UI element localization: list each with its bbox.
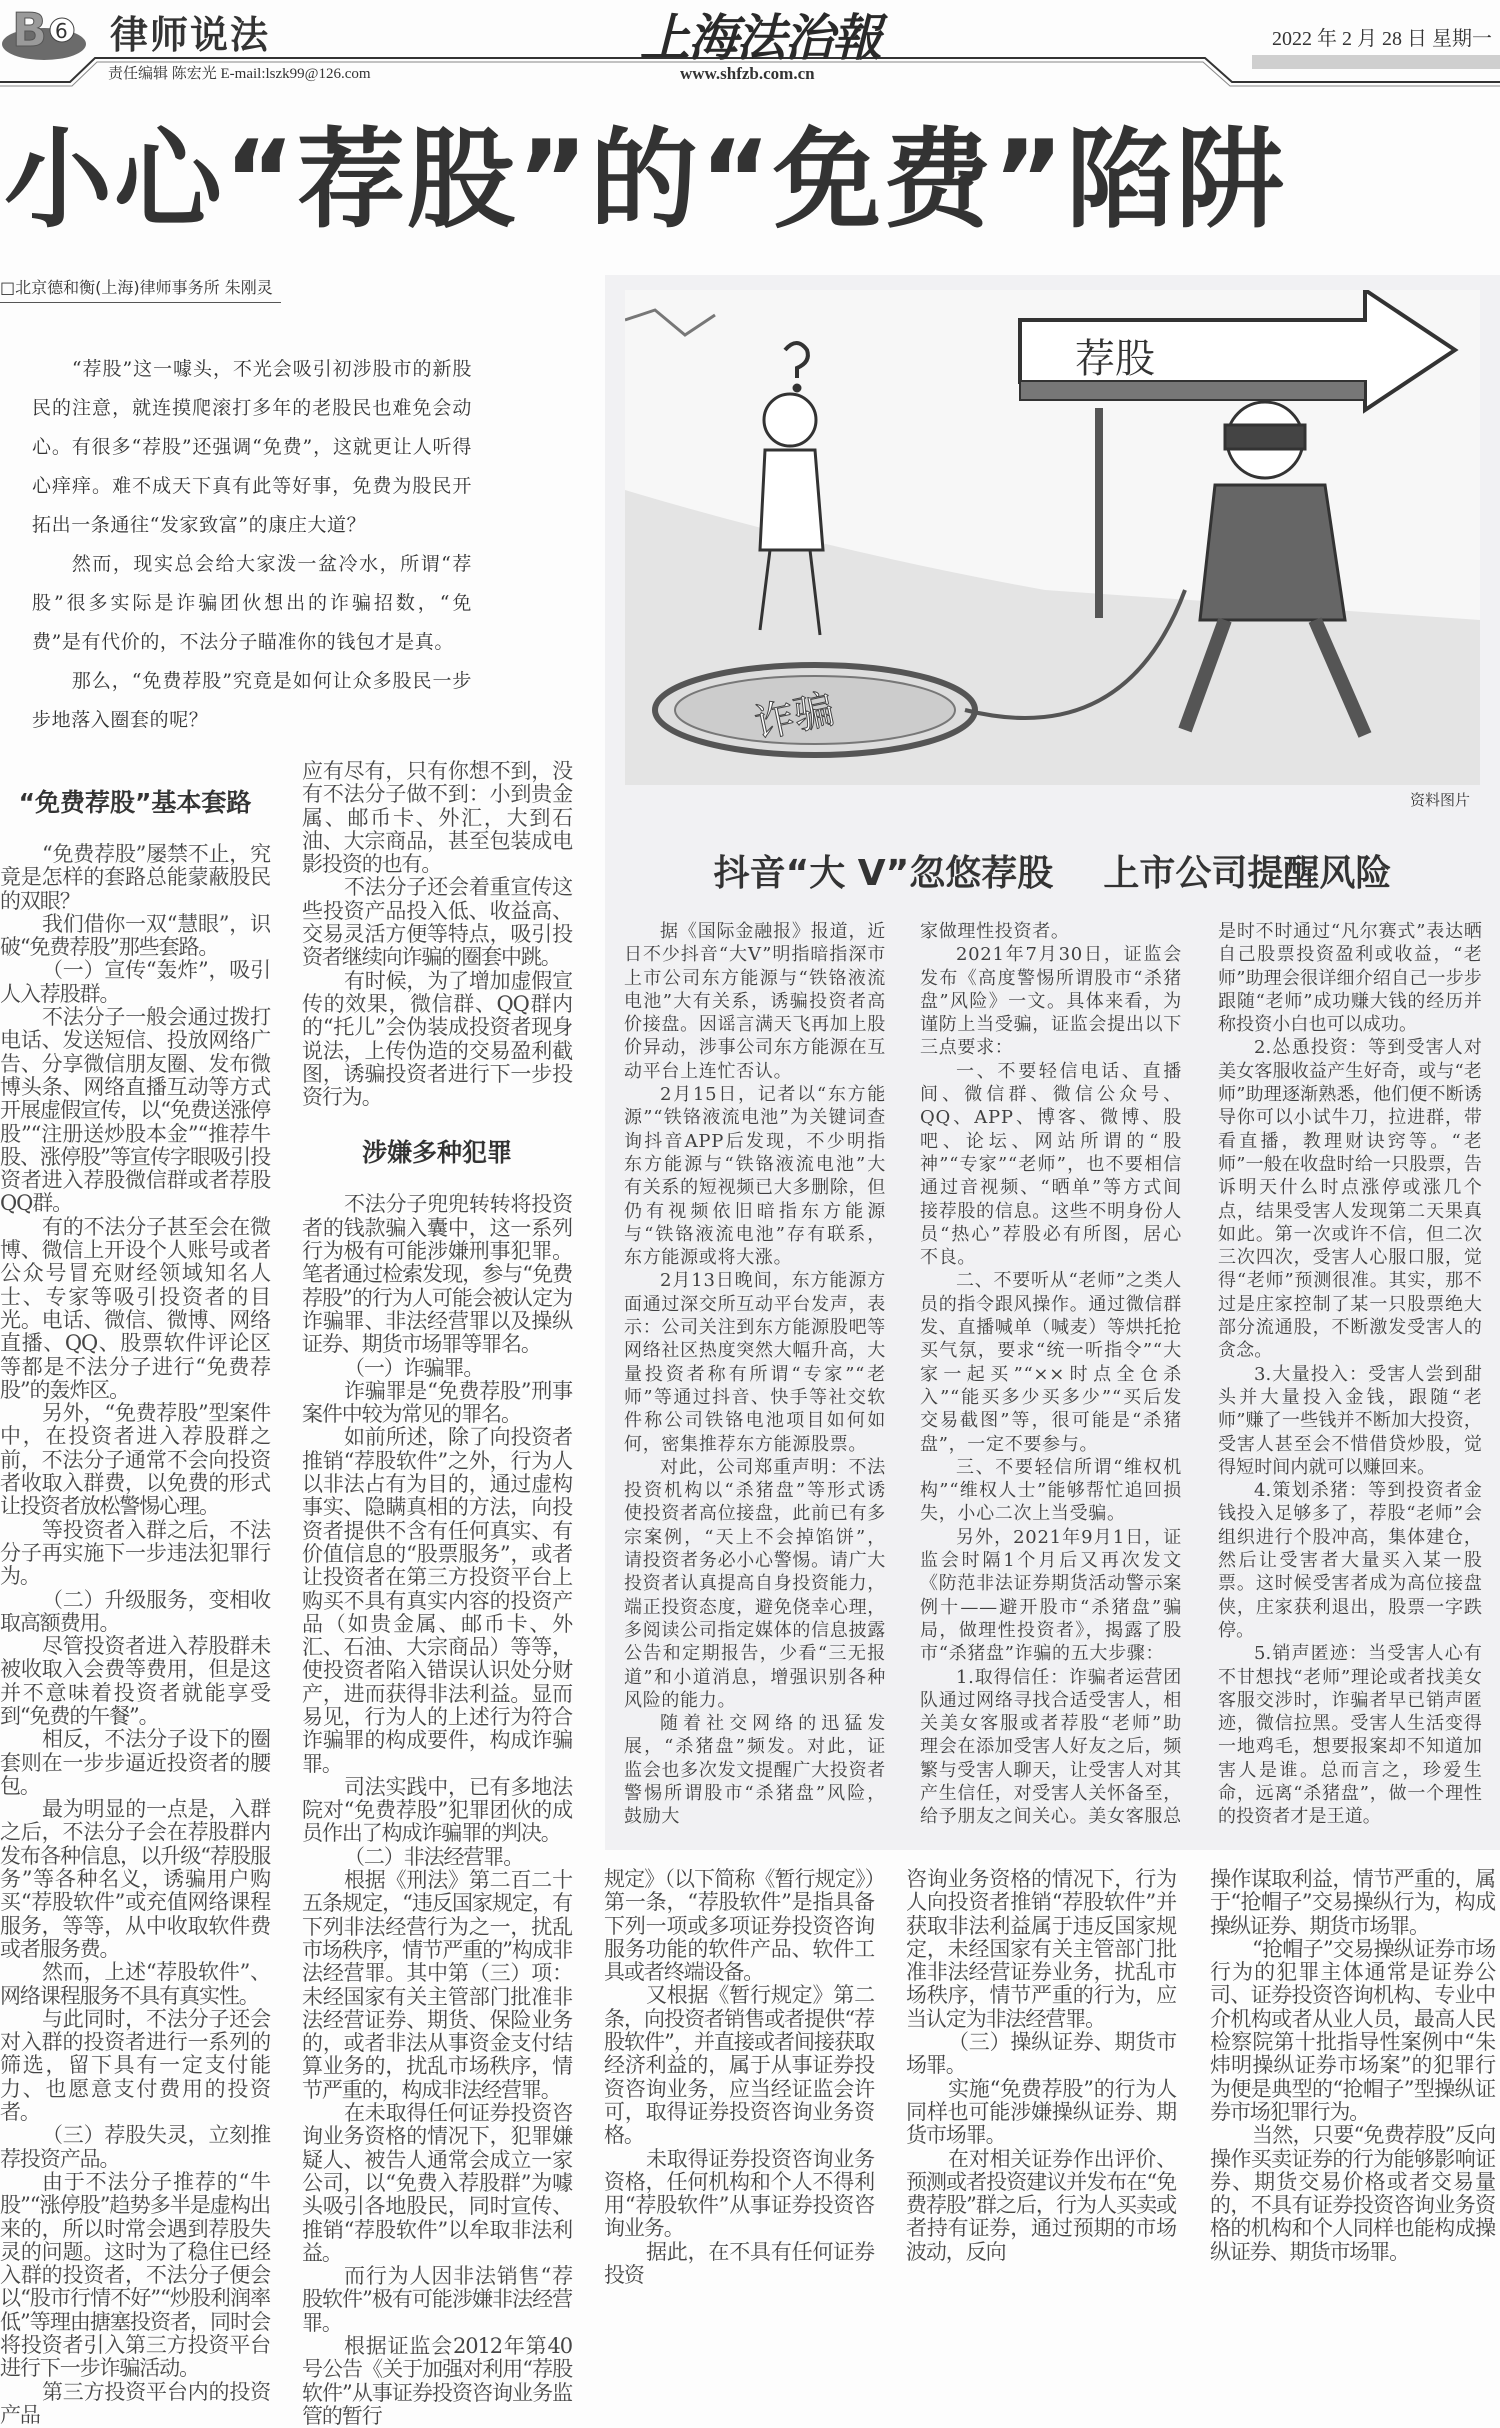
article-paragraph: 应有尽有，只有你想不到，没有不法分子做不到：小到贵金属、邮币卡、外汇，大到石油、大宗商品，甚至包装成电影投资的也有。	[302, 759, 572, 877]
article-paragraph: （一）宣传“轰炸”，吸引人入荐股群。	[0, 958, 270, 1006]
article-paragraph: 操作谋取利益，情节严重的，属于“抢帽子”交易操纵行为，构成操纵证券、期货市场罪。	[1210, 1867, 1495, 1938]
section-name: 律师说法	[110, 13, 271, 57]
article-paragraph: “抢帽子”交易操纵证券市场行为的犯罪主体通常是证券公司、证券投资咨询机构、专业中介机构或者从业人员，最高人民检察院第十批指导性案例中“朱炜明操纵证券市场案”的犯罪行为便是典型的“抢帽子”型操纵证券市场犯罪行为。	[1210, 1936, 1495, 2124]
issue-date: 2022 年 2 月 28 日 星期一	[1272, 28, 1492, 50]
header-gray-bar	[1252, 55, 1500, 69]
article-paragraph: 2月15日，记者以“东方能源”“铁铬液流电池”为关键词查询抖音APP后发现，不少明指东方能源与“铁铬液流电池”大有关系的短视频已大多删除，但仍有视频依旧暗指东方能源与“铁铬液流电池”存有联系，东方能源或将大涨。	[624, 1084, 886, 1269]
article-paragraph: 4.策划杀猪：等到投资者金钱投入足够多了，荐股“老师”会组织进行个股冲高，集体建仓，然后让受害者大量买入某一股票。这时候受害者成为高位接盘侠，庄家获利退出，股票一字跌停。	[1218, 1480, 1482, 1641]
lede-paragraph: “荐股”这一噱头，不光会吸引初涉股市的新股民的注意，就连摸爬滚打多年的老股民也难免会动心。有很多“荐股”还强调“免费”，这就更让人听得心痒痒。难不成天下真有此等好事，免费为股民开拓出一条通往“发家致富”的康庄大道？	[32, 358, 472, 536]
lede-paragraph: 那么，“免费荐股”究竟是如何让众多股民一步步地落入圈套的呢？	[32, 670, 472, 731]
article-paragraph: （二）非法经营罪。	[344, 1844, 524, 1869]
article-paragraph: 5.销声匿迹：当受害人心有不甘想找“老师”理论或者找美女客服交涉时，诈骗者早已销声匿迹，微信拉黑。受害人生活变得一地鸡毛，想要报案却不知道加害人是谁。总而言之，珍爱生命，远离“杀猪盘”，做一个理性的投资者才是王道。	[1218, 1643, 1482, 1828]
article-paragraph: 我们借你一双“慧眼”，识破“免费荐股”那些套路。	[0, 911, 270, 960]
article-paragraph: 当然，只要“免费荐股”反向操作买卖证券的行为能够影响证券、期货交易价格或者交易量的，不具有证券投资咨询业务资格的机构和个人同样也能构成操纵证券、期货市场罪。	[1210, 2123, 1495, 2264]
right-article-column-3	[1218, 920, 1482, 1829]
article-paragraph: 未取得证券投资咨询业务资格，任何机构和个人不得利用“荐股软件”从事证券投资咨询业务。	[604, 2146, 874, 2241]
article-paragraph: 对此，公司郑重声明：不法投资机构以“杀猪盘”等形式诱使投资者高位接盘，此前已有多宗案例，“天上不会掉馅饼”，请投资者务必小心警惕。请广大投资者认真提高自身投资能力，端正投资态度，避免侥幸心理，多阅读公司指定媒体的信息披露公告和定期报告，少看“三无报道”和小道消息，增强识别各种风险的能力。	[624, 1456, 886, 1711]
article-paragraph: 二、不要听从“老师”之类人员的指令跟风操作。通过微信群发、直播喊单（喊麦）等烘托抢买气氛，要求“统一听指令”“大家一起买”“××时点全仓杀入”“能买多少买多少”“买后发交易截图”等，很可能是“杀猪盘”，一定不要参与。	[920, 1270, 1182, 1455]
illustration-stock-scam	[625, 290, 1480, 785]
left-article-column-3	[604, 1868, 874, 2287]
lede-paragraph: 然而，现实总会给大家泼一盆冷水，所谓“荐股”很多实际是诈骗团伙想出的诈骗招数，“免费”是有代价的，不法分子瞄准你的钱包才是真。	[32, 553, 472, 653]
right-article-column-2	[920, 920, 1182, 1829]
article-paragraph: 咨询业务资格的情况下，行为人向投资者推销“荐股软件”并获取非法利益属于违反国家规定，未经国家有关主管部门批准非法经营证券业务，扰乱市场秩序，情节严重的行为，应当认定为非法经营罪。	[906, 1867, 1176, 2031]
article-paragraph: 规定》（以下简称《暂行规定》）第一条，“荐股软件”是指具备下列一项或多项证券投资咨询服务功能的软件产品、软件工具或者终端设备。	[604, 1867, 874, 1985]
article-paragraph: 根据《刑法》第二百二十五条规定，“违反国家规定，有下列非法经营行为之一，扰乱市场秩序，情节严重的”构成非法经营罪。其中第（三）项：未经国家有关主管部门批准非法经营证券、期货、保险业务的，或者非法从事资金支付结算业务的，扰乱市场秩序，情节严重的，构成非法经营罪。	[302, 1868, 572, 2102]
section-heading: “免费荐股”基本套路	[18, 788, 252, 817]
page-letter: B	[12, 3, 48, 57]
article-paragraph: “免费荐股”屡禁不止，究竟是怎样的套路总能蒙蔽股民的双眼？	[0, 842, 270, 913]
article-paragraph: 三、不要轻信所谓“维权机构”“维权人士”能够帮忙追回损失，小心二次上当受骗。	[920, 1456, 1182, 1525]
page-headline: 小心“荐股”的“免费”陷阱	[4, 118, 1286, 243]
article-paragraph: 有时候，为了增加虚假宣传的效果，微信群、QQ群内的“托儿”会伪装成投资者现身说法，上传伪造的交易盈利截图，诱骗投资者进行下一步投资行为。	[302, 968, 572, 1110]
article-paragraph: 诈骗罪是“免费荐股”刑事案件中较为常见的罪名。	[302, 1378, 572, 1427]
article-paragraph: 3.大量投入：受害人尝到甜头并大量投入金钱，跟随“老师”赚了一些钱并不断加大投资，受害人甚至会不惜借贷炒股，觉得短时间内就可以赚回来。	[1218, 1363, 1482, 1478]
sidebar-article-title: 抖音“大 V”忽悠荐股 上市公司提醒风险	[713, 853, 1392, 894]
article-paragraph: 2月13日晚间，东方能源方面通过深交所互动平台发声，表示：公司关注到东方能源股吧等网络社区热度突然大幅升高，大量投资者称有所谓“专家”“老师”等通过抖音、快手等社交软件称公司铁铬电池项目如何如何，密集推荐东方能源股票。	[624, 1270, 886, 1455]
article-paragraph: 根据证监会2012年第40号公告《关于加强对利用“荐股软件”从事证券投资咨询业务监管的暂行	[302, 2334, 572, 2428]
article-paragraph: 随着社交网络的迅猛发展，“杀猪盘”频发。对此，证监会也多次发文提醒广大投资者警惕所谓股市“杀猪盘”风险，鼓励大	[624, 1713, 886, 1828]
article-paragraph: 不法分子一般会通过拨打电话、发送短信、投放网络广告、分享微信朋友圈、发布微博头条、网络直播互动等方式开展虚假宣传，以“免费送涨停股”“注册送炒股本金”“推荐牛股、涨停股”等宣传字眼吸引投资者进入荐股微信群或者荐股QQ群。	[0, 1005, 270, 1216]
article-paragraph: 相反，不法分子设下的圈套则在一步步逼近投资者的腰包。	[0, 1727, 270, 1798]
article-paragraph: 不法分子还会着重宣传这些投资产品投入低、收益高、交易灵活方便等特点，吸引投资者继续向诈骗的圈套中跳。	[302, 875, 572, 970]
article-paragraph: （三）操纵证券、期货市场罪。	[906, 2030, 1176, 2078]
website-link[interactable]: www.shfzb.com.cn	[680, 64, 815, 83]
article-paragraph: 家做理性投资者。	[920, 921, 1070, 942]
article-lede	[32, 350, 472, 740]
article-paragraph: 而行为人因非法销售“荐股软件”极有可能涉嫌非法经营罪。	[302, 2264, 572, 2335]
article-paragraph: 另外，“免费荐股”型案件中，在投资者进入荐股群之前，不法分子通常不会向投资者收取入群费，以免费的形式让投资者放松警惕心理。	[0, 1401, 270, 1519]
article-paragraph: 第三方投资平台内的投资产品	[0, 2379, 270, 2427]
article-paragraph: 在未取得任何证券投资咨询业务资格的情况下，犯罪嫌疑人、被告人通常会成立一家公司，以“免费入荐股群”为噱头吸引各地股民，同时宣传、推销“荐股软件”以牟取非法利益。	[302, 2101, 572, 2265]
article-paragraph: 最为明显的一点是，入群之后，不法分子会在荐股群内发布各种信息，以升级“荐股服务”等各种名义，诱骗用户购买“荐股软件”或充值网络课程服务，等等，从中收取软件费或者服务费。	[0, 1797, 270, 1961]
article-paragraph: （三）荐股失灵，立刻推荐投资产品。	[0, 2123, 270, 2171]
sign-text: 荐股	[1075, 336, 1155, 382]
page-number: 6	[55, 19, 68, 43]
article-paragraph: 等投资者入群之后，不法分子再实施下一步违法犯罪行为。	[0, 1517, 270, 1589]
article-paragraph: （一）诈骗罪。	[344, 1355, 484, 1380]
article-paragraph: 有的不法分子甚至会在微博、微信上开设个人账号或者公众号冒充财经领域知名人士、专家等吸引投资者的目光。电话、微信、微博、网络直播、QQ、股票软件评论区等都是不法分子进行“免费荐股”的轰炸区。	[0, 1214, 270, 1402]
article-paragraph: 不法分子兜兜转转将投资者的钱款骗入囊中，这一系列行为极有可能涉嫌刑事犯罪。笔者通过检索发现，参与“免费荐股”的行为人可能会被认定为诈骗罪、非法经营罪以及操纵证券、期货市场罪等罪名。	[302, 1192, 572, 1357]
article-paragraph: 在对相关证券作出评价、预测或者投资建议并发布在“免费荐股”群之后，行为人买卖或者持有证券，通过预期的市场波动，反向	[906, 2146, 1176, 2264]
article-paragraph: 是时不时通过“凡尔赛式”表达晒自己股票投资盈利或收益，“老师”助理会很详细介绍自己一步步跟随“老师”成功赚大钱的经历并称投资小白也可以成功。	[1218, 921, 1482, 1036]
section-heading: 涉嫌多种犯罪	[361, 1138, 512, 1168]
article-paragraph: 据《国际金融报》报道，近日不少抖音“大V”明指暗指深市上市公司东方能源与“铁铬液流电池”大有关系，诱骗投资者高价接盘。因谣言满天飞再加上股价异动，涉事公司东方能源在互动平台上连忙否认。	[624, 921, 886, 1082]
left-article-column-4	[906, 1868, 1176, 2264]
article-paragraph: 据此，在不具有任何证券投资	[604, 2239, 874, 2288]
left-article-column-5	[1210, 1868, 1495, 2264]
byline: □北京德和衡(上海)律师事务所 朱刚灵	[0, 275, 281, 303]
editor-credit: 责任编辑 陈宏光 E-mail:lszk99@126.com	[108, 66, 371, 82]
image-caption: 资料图片	[1410, 791, 1471, 809]
article-paragraph: 一、不要轻信电话、直播间、微信群、微信公众号、QQ、APP、博客、微博、股吧、论坛、网站所谓的“股神”“专家”“老师”，也不要相信通过音视频、“晒单”等方式间接荐股的信息。这些不明身份人员“热心”荐股必有所图，居心不良。	[920, 1060, 1182, 1269]
article-paragraph: 2021年7月30日，证监会发布《高度警惕所谓股市“杀猪盘”风险》一文。具体来看，为谨防上当受骗，证监会提出以下三点要求：	[920, 944, 1182, 1059]
trap-text: 诈骗	[750, 686, 839, 748]
article-paragraph: 由于不法分子推荐的“牛股”“涨停股”趋势多半是虚构出来的，所以时常会遇到荐股失灵的问题。这时为了稳住已经入群的投资者，不法分子便会以“股市行情不好”“炒股利润率低”等理由搪塞投资者，同时会将投资者引入第三方投资平台进行下一步诈骗活动。	[0, 2169, 270, 2381]
article-paragraph: 2.怂恿投资：等到受害人对美女客服收益产生好奇，或与“老师”助理逐渐熟悉，他们便不断诱导你可以小试牛刀，拉进群，带看直播，教理财诀窍等。“老师”一般在收盘时给一只股票，告诉明天什么时点涨停或涨几个点，结果受害人发现第二天果真如此。第一次或许不信，但二次三次四次，受害人心服口服，觉得“老师”预测很准。其实，那不过是庄家控制了某一只股票绝大部分流通股，不断激发受害人的贪念。	[1218, 1037, 1482, 1362]
article-paragraph: 尽管投资者进入荐股群未被收取入会费等费用，但是这并不意味着投资者就能享受到“免费的午餐”。	[0, 1634, 270, 1728]
article-paragraph: 实施“免费荐股”的行为人同样也可能涉嫌操纵证券、期货市场罪。	[906, 2076, 1176, 2148]
article-paragraph: 如前所述，除了向投资者推销“荐股软件”之外，行为人以非法占有为目的，通过虚构事实、隐瞒真相的方法，向投资者提供不含有任何真实、有价值信息的“股票服务”，或者让投资者在第三方投资平台上购买不具有真实内容的投资产品（如贵金属、邮币卡、外汇、石油、大宗商品）等等，使投资者陷入错误认识处分财产，进而获得非法利益。显而易见，行为人的上述行为符合诈骗罪的构成要件，构成诈骗罪。	[302, 1425, 572, 1776]
article-paragraph: 另外，2021年9月1日，证监会时隔1个月后又再次发文《防范非法证券期货活动警示案例十——避开股市“杀猪盘”骗局，做理性投资者》，揭露了股市“杀猪盘”诈骗的五大步骤：	[920, 1526, 1182, 1665]
newspaper-masthead: 上海法治報	[640, 8, 880, 67]
article-paragraph: （二）升级服务，变相收取高额费用。	[0, 1587, 270, 1635]
page-number-badge	[0, 2, 92, 64]
article-paragraph: 司法实践中，已有多地法院对“免费荐股”犯罪团伙的成员作出了构成诈骗罪的判决。	[302, 1774, 572, 1846]
article-paragraph: 又根据《暂行规定》第二条，向投资者销售或者提供“荐股软件”，并直接或者间接获取经济利益的，属于从事证券投资咨询业务，应当经证监会许可，取得证券投资咨询业务资格。	[604, 1983, 874, 2148]
article-paragraph: 与此同时，不法分子还会对入群的投资者进行一系列的筛选，留下具有一定支付能力、也愿意支付费用的投资者。	[0, 2006, 270, 2125]
right-article-column-1	[624, 920, 886, 1829]
article-paragraph: 然而，上述“荐股软件”、网络课程服务不具有真实性。	[0, 1960, 270, 2008]
left-article-column-1	[0, 772, 270, 2427]
left-article-column-2	[302, 760, 572, 2428]
article-paragraph: 1.取得信任：诈骗者运营团队通过网络寻找合适受害人，相关美女客服或者荐股“老师”助理会在添加受害人好友之后，频繁与受害人聊天，让受害人对其产生信任，对受害人关怀备至，给予朋友之间关心。美女客服总	[920, 1666, 1182, 1828]
